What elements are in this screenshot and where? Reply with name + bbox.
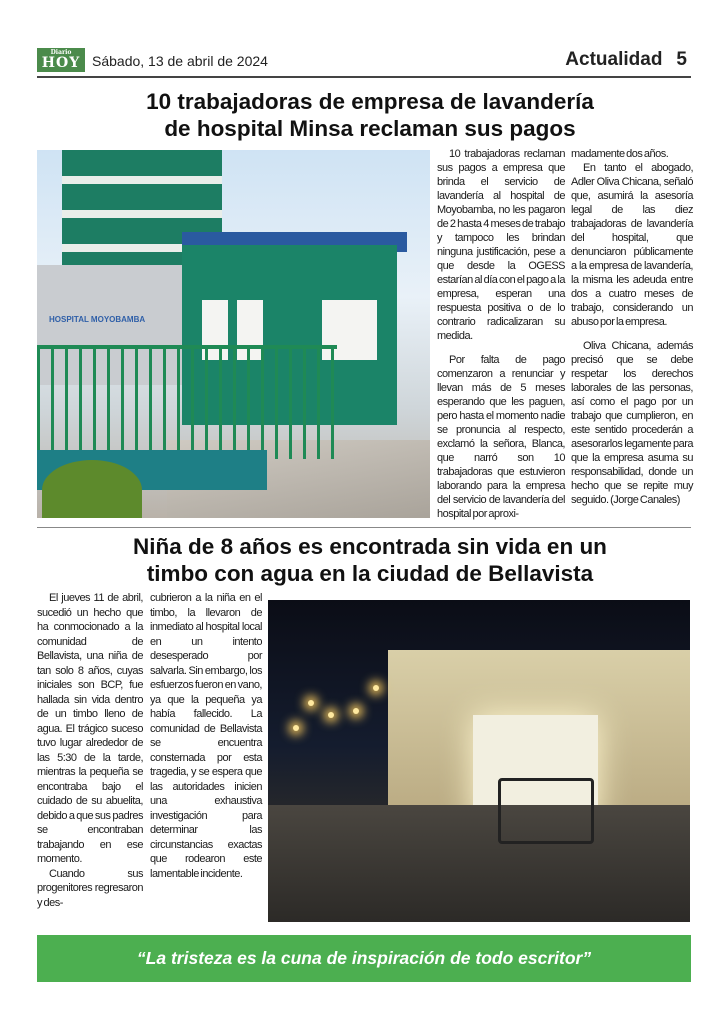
- hospital-photo: [37, 150, 430, 518]
- article1-headline: [37, 88, 703, 142]
- street-light: [373, 685, 379, 691]
- headline-line: timbo con agua en la ciudad de Bellavista: [146, 561, 594, 586]
- newspaper-logo: [37, 48, 85, 72]
- hospital-sign: HOSPITAL MOYOBAMBA: [49, 315, 146, 324]
- headline-line: Niña de 8 años es encontrada sin vida en un: [133, 534, 607, 559]
- header-rule: [37, 76, 691, 78]
- article2-column-1: [37, 591, 143, 910]
- article2-headline: [37, 533, 703, 587]
- street-light: [353, 708, 359, 714]
- paragraph: Cuando sus progenitores regresaron y des-: [37, 867, 143, 909]
- paragraph: cubrieron a la niña en el timbo, la llevaron de inmediato al hospital local en un intento desesperado por salvarla. Sin embargo, los esfuerzos fueron en vano, ya que la pequeña ya había fallecido. La comunidad de Bellavista se encuentra consternada por esta tragedia, y se espera que las autoridades inicien una exhaustiva investigación para determinar las circunstancias exactas que rodearon este lamentable incidente.: [150, 592, 262, 880]
- article1-column-2: [571, 147, 693, 507]
- article-separator: [37, 527, 691, 528]
- quote-banner: “La tristeza es la cuna de inspiración de todo escritor”: [37, 935, 691, 982]
- article2-column-2: [150, 591, 262, 881]
- issue-date: Sábado, 13 de abril de 2024: [92, 53, 268, 69]
- photo-ground: [268, 805, 690, 922]
- section-name: Actualidad: [565, 49, 663, 70]
- page-number: 5: [676, 49, 687, 70]
- article1-column-1: [437, 147, 565, 521]
- logo-big-text: HOY: [41, 55, 81, 71]
- street-light: [308, 700, 314, 706]
- street-light: [293, 725, 299, 731]
- paragraph: Por falta de pago comenzaron a renunciar y llevan más de 5 meses esperando que les paguen, pero hasta el momento nadie se pronuncia al respecto, exclamó la señora, Blanca, que narró son 10 trabajadoras que estuvieron laborando para la empresa del servicio de lavandería del hospital por aproxi-: [437, 354, 565, 520]
- paragraph: 10 trabajadoras reclaman sus pagos a empresa que brinda el servicio de lavandería al hospital de Moyobamba, no les pagaron de 2 hasta 4 meses de trabajo y tampoco les brindan ninguna justificación, pese a que desde la OGESS estarían al día con el pago a la empresa, esperan una respuesta positiva o de lo contrario radicalizaran su medida.: [437, 148, 565, 342]
- paragraph: Oliva Chicana, además precisó que se debe respetar los derechos laborales de las personas, así como el pago por un trabajo que cumplieron, en este sentido procederán a asesorarlos legamente para que la empresa asuma su responsabilidad, donde un hecho que se repite muy seguido. (Jorge Canales): [571, 340, 693, 506]
- night-scene-photo: [268, 600, 690, 922]
- headline-line: de hospital Minsa reclaman sus pagos: [164, 116, 576, 141]
- logo-small-text: Diario: [50, 49, 72, 56]
- section-header: [565, 49, 687, 71]
- street-light: [328, 712, 334, 718]
- photo-mototaxi: [498, 778, 594, 844]
- headline-line: 10 trabajadoras de empresa de lavandería: [146, 89, 594, 114]
- paragraph: El jueves 11 de abril, sucedió un hecho que ha conmocionado a la comunidad de Bellavista, una niña de tan solo 8 años, cuyas iniciales son BCP, fue hallada sin vida dentro de un timbo lleno de agua. El trágico suceso tuvo lugar alrededor de las 5:30 de la tarde, mientras la pequeña se encontraba bajo el cuidado de su abuelita, debido a que sus padres se encontraban trabajando en ese momento.: [37, 592, 143, 865]
- photo-fence: [37, 345, 337, 459]
- paragraph: madamente dos años.: [571, 148, 669, 160]
- photo-bush: [42, 460, 142, 518]
- paragraph: En tanto el abogado, Adler Oliva Chicana, señaló que, asumirá la asesoría legal de las diez trabajadoras de lavandería del hospital, que denunciaron públicamente a la empresa de lavandería, la misma les adeuda entre dos a cuatro meses de trabajo, considerando un abuso por la empresa.: [571, 162, 693, 328]
